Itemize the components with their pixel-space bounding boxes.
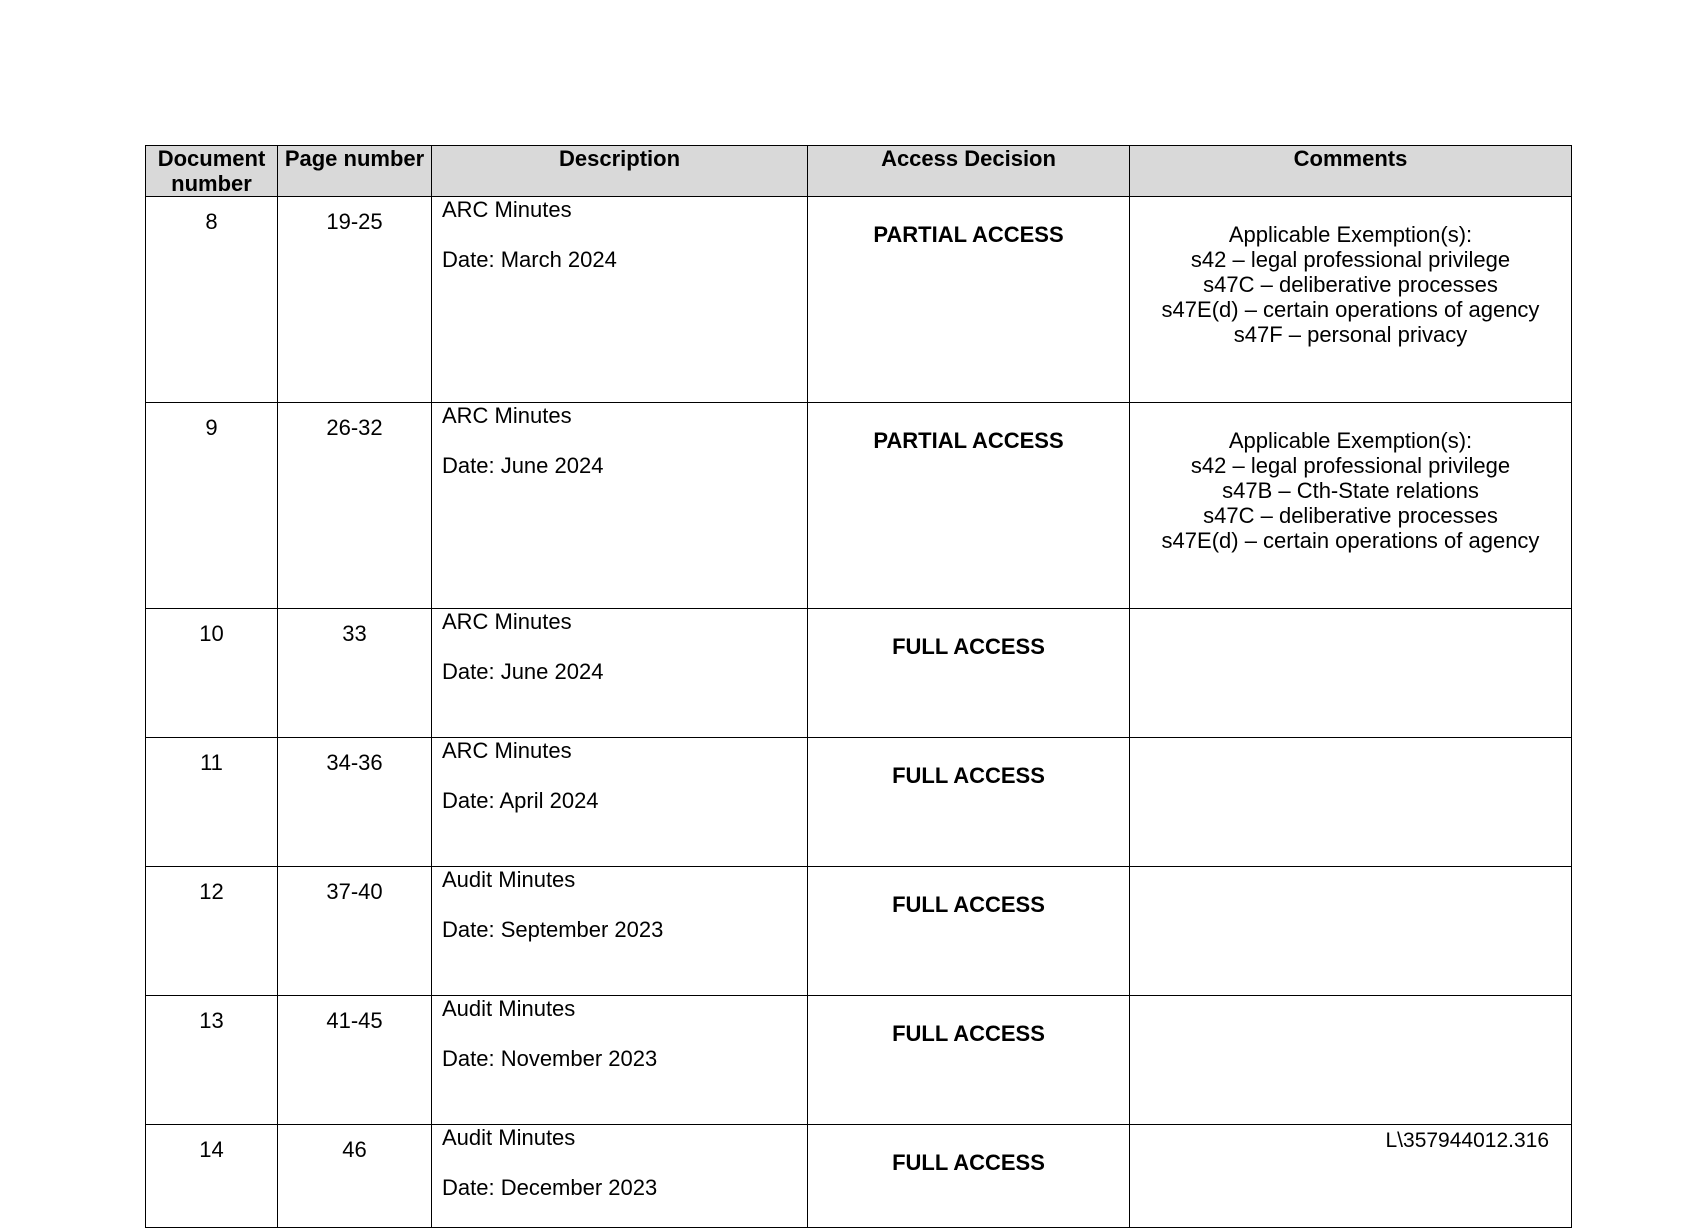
table-row [146,867,1572,996]
table-row [146,403,1572,609]
exemption-item: s47E(d) – certain operations of agency [1161,297,1540,322]
description-cell [432,403,808,609]
document-number-cell: 11 [146,738,278,867]
description-date: Date: June 2024 [442,453,604,478]
comments-cell [1130,738,1572,867]
table-body [146,197,1572,1228]
exemption-item: s47C – deliberative processes [1203,503,1498,528]
description-title: ARC Minutes [442,609,572,634]
document-reference: L\357944012.316 [1385,1129,1549,1152]
exemption-item: s42 – legal professional privilege [1190,247,1511,272]
description-title: ARC Minutes [442,738,572,763]
table-row [146,738,1572,867]
document-number-cell: 14 [146,1125,278,1228]
header-document-number: Document number [146,146,278,197]
document-number-cell: 9 [146,403,278,609]
comments-cell [1130,996,1572,1125]
description-cell [432,1125,808,1228]
page-number-cell: 26-32 [278,403,432,609]
description-date: Date: April 2024 [442,788,599,813]
exemptions-heading: Applicable Exemption(s): [1228,428,1473,453]
description-cell [432,197,808,403]
access-decision-cell: FULL ACCESS [808,1125,1130,1228]
description-cell [432,738,808,867]
comments-cell [1130,867,1572,996]
page-number-cell: 37-40 [278,867,432,996]
description-title: ARC Minutes [442,403,572,428]
page-number-cell: 41-45 [278,996,432,1125]
description-cell [432,867,808,996]
comments-cell [1130,403,1572,609]
description-title: ARC Minutes [442,197,572,222]
access-decision-cell: FULL ACCESS [808,609,1130,738]
exemptions-heading: Applicable Exemption(s): [1228,222,1473,247]
table-row [146,609,1572,738]
description-date: Date: March 2024 [442,247,617,272]
header-comments: Comments [1130,146,1572,197]
comments-cell [1130,197,1572,403]
page-number-cell: 34-36 [278,738,432,867]
description-cell [432,996,808,1125]
description-date: Date: June 2024 [442,659,604,684]
page-number-cell: 33 [278,609,432,738]
table-header-row [146,146,1572,197]
exemption-item: s47E(d) – certain operations of agency [1161,528,1540,553]
access-decision-cell: FULL ACCESS [808,738,1130,867]
page-number-cell: 46 [278,1125,432,1228]
description-title: Audit Minutes [442,996,576,1021]
header-access-decision: Access Decision [808,146,1130,197]
document-number-cell: 12 [146,867,278,996]
table-row [146,197,1572,403]
exemption-item: s47C – deliberative processes [1203,272,1498,297]
description-date: Date: September 2023 [442,917,664,942]
access-decision-cell: FULL ACCESS [808,996,1130,1125]
exemption-item: s47B – Cth-State relations [1222,478,1479,503]
header-description: Description [432,146,808,197]
table-row [146,996,1572,1125]
access-decision-cell: PARTIAL ACCESS [808,197,1130,403]
document-number-cell: 13 [146,996,278,1125]
description-cell [432,609,808,738]
description-date: Date: November 2023 [442,1046,658,1071]
document-number-cell: 8 [146,197,278,403]
page-number-cell: 19-25 [278,197,432,403]
access-decision-cell: PARTIAL ACCESS [808,403,1130,609]
header-page-number: Page number [278,146,432,197]
table-row [146,1125,1572,1228]
description-date: Date: December 2023 [442,1175,658,1200]
access-decision-cell: FULL ACCESS [808,867,1130,996]
comments-cell [1130,609,1572,738]
exemption-item: s42 – legal professional privilege [1190,453,1511,478]
description-title: Audit Minutes [442,867,576,892]
document-number-cell: 10 [146,609,278,738]
exemption-item: s47F – personal privacy [1233,322,1468,347]
schedule-of-documents-table [145,145,1572,1228]
description-title: Audit Minutes [442,1125,576,1150]
